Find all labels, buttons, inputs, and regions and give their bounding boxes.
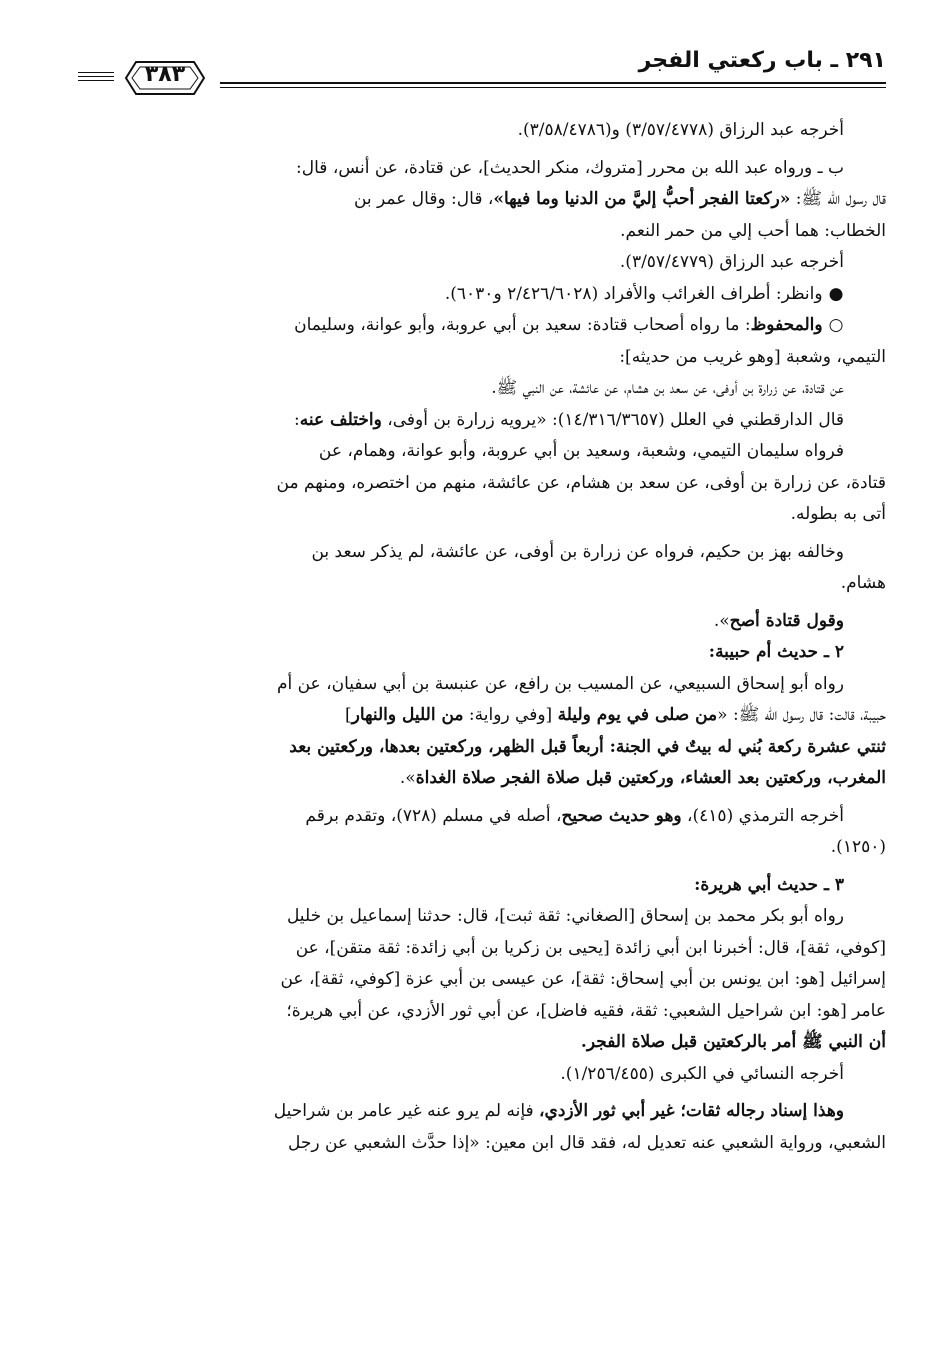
header-rule-thin	[220, 87, 886, 88]
text-line	[78, 901, 886, 933]
text-line	[78, 700, 886, 732]
text-span: عن قتادة، عن زرارة بن أوفى، عن سعد بن هشام، عن عائشة، عن النبي ﷺ.	[491, 378, 844, 398]
text-span: وانظر: أطراف الغرائب والأفراد (٢/٤٢٦/٦٠٢٨ و٦٠٣٠).	[444, 283, 823, 304]
text-line	[78, 310, 886, 342]
text-line	[78, 279, 886, 311]
bold-text: أن النبي ﷺ أمر بالركعتين قبل صلاة الفجر.	[580, 1032, 886, 1052]
text-line	[78, 468, 886, 500]
text-line	[78, 1059, 886, 1091]
text-span: :	[293, 409, 300, 430]
page-body	[78, 115, 886, 1159]
text-span: أخرجه عبد الرزاق (٣/٥٧/٤٧٧٨) و(٣/٥٨/٤٧٨٦).	[517, 120, 844, 140]
text-span: أخرجه عبد الرزاق (٣/٥٧/٤٧٧٩).	[619, 252, 844, 272]
text-span: رواه أبو إسحاق السبيعي، عن المسيب بن رافع، عن عنبسة بن أبي سفيان، عن أم	[276, 673, 844, 694]
bold-text: من الليل والنهار	[351, 705, 464, 725]
text-line	[78, 436, 886, 468]
text-span: ، قال: وقال عمر بن	[353, 189, 494, 209]
text-line	[78, 499, 886, 531]
bold-text: ٣ ـ حديث أبي هريرة:	[694, 874, 844, 895]
text-span: الشعبي، ورواية الشعبي عنه تعديل له، فقد قال ابن معين: «إذا حدَّث الشعبي عن رجل	[287, 1132, 886, 1153]
text-line	[78, 964, 886, 996]
text-span: فإنه لم يرو عنه غير عامر بن شراحيل	[273, 1101, 540, 1121]
text-span: قال رسول الله ﷺ:	[790, 189, 886, 209]
text-span: أخرجه الترمذي (٤١٥)،	[681, 805, 844, 826]
text-line	[78, 342, 886, 374]
text-span: فرواه سليمان التيمي، وشعبة، وسعيد بن أبي عروبة، وأبو عوانة، وهمام، عن	[318, 441, 844, 461]
bold-text: المغرب، وركعتين بعد العشاء، وركعتين قبل صلاة الفجر صلاة الغداة	[415, 768, 886, 788]
text-line	[78, 373, 886, 405]
text-line	[78, 216, 886, 248]
bold-text: «ركعتا الفجر أحبُّ إليَّ من الدنيا وما فيها»	[493, 189, 791, 209]
chapter-title: ٢٩١ ـ باب ركعتي الفجر	[638, 48, 886, 73]
text-span: ب ـ ورواه عبد الله بن محرر [متروك، منكر الحديث]، عن قتادة، عن أنس، قال:	[296, 157, 844, 178]
text-line	[78, 405, 886, 437]
text-line	[78, 763, 886, 795]
text-span: إسرائيل [هو: ابن يونس بن أبي إسحاق: ثقة]، عن عيسى بن أبي عزة [كوفي، ثقة]، عن	[280, 969, 886, 989]
text-span: الخطاب: هما أحب إلي من حمر النعم.	[620, 220, 886, 241]
page-number-frame	[116, 56, 214, 100]
text-line	[78, 933, 886, 965]
text-line	[78, 637, 886, 669]
hollow-bullet-icon: ○	[828, 315, 844, 335]
bold-text: وهذا إسناد رجاله ثقات؛ غير أبي ثور الأزدي،	[539, 1101, 844, 1121]
text-line	[78, 1096, 886, 1128]
text-span: قال الدارقطني في العلل (١٤/٣١٦/٣٦٥٧): «يرويه زرارة بن أوفى،	[381, 409, 844, 430]
text-line	[78, 1027, 886, 1059]
filled-bullet-icon: ●	[828, 283, 844, 304]
text-span: ]	[345, 705, 352, 725]
text-line	[78, 153, 886, 185]
bold-text: والمحفوظ	[750, 315, 823, 335]
header-left-lines	[78, 72, 114, 82]
text-span: التيمي، وشعبة [وهو غريب من حديثه]:	[619, 346, 886, 367]
text-line	[78, 832, 886, 864]
text-span: حبيبة، قالت: قال رسول الله ﷺ: «	[717, 705, 886, 725]
text-span: [كوفي، ثقة]، قال: أخبرنا ابن أبي زائدة [يحيى بن زكريا بن أبي زائدة: ثقة متقن]، عن	[295, 937, 886, 958]
text-span: ، أصله في مسلم (٧٢٨)، وتقدم برقم	[305, 805, 562, 826]
header-rule	[220, 82, 886, 84]
text-line	[78, 537, 886, 569]
page-number: ٣٨٣	[144, 62, 186, 87]
text-line	[78, 184, 886, 216]
text-span: [وفي رواية:	[463, 705, 558, 725]
text-line	[78, 732, 886, 764]
text-line	[78, 247, 886, 279]
text-line	[78, 1128, 886, 1160]
bold-text: واختلف عنه	[299, 409, 382, 430]
text-span: ».	[399, 768, 416, 788]
text-span: هشام.	[840, 573, 886, 593]
text-span: أتى به بطوله.	[790, 504, 886, 524]
text-span: أخرجه النسائي في الكبرى (١/٢٥٦/٤٥٥).	[560, 1063, 844, 1084]
text-span: وخالفه بهز بن حكيم، فرواه عن زرارة بن أوفى، عن عائشة، لم يذكر سعد بن	[311, 541, 844, 562]
text-line	[78, 801, 886, 833]
text-span: : ما رواه أصحاب قتادة: سعيد بن أبي عروبة، وأبو عوانة، وسليمان	[294, 315, 751, 335]
text-span: رواه أبو بكر محمد بن إسحاق [الصغاني: ثقة ثبت]، قال: حدثنا إسماعيل بن خليل	[286, 906, 844, 926]
text-line	[78, 115, 886, 147]
text-span: (١٢٥٠).	[830, 837, 886, 857]
bold-text: ٢ ـ حديث أم حبيبة:	[708, 642, 844, 662]
bold-text: من صلى في يوم وليلة	[557, 705, 718, 725]
text-span: ».	[713, 610, 730, 631]
text-span: قتادة، عن زرارة بن أوفى، عن سعد بن هشام، عن عائشة، منهم من اختصره، ومنهم من	[276, 472, 886, 493]
bold-text: ثنتي عشرة ركعة بُني له بيتٌ في الجنة: أربعاً قبل الظهر، وركعتين بعدها، وركعتين بعد	[289, 736, 886, 757]
text-line	[78, 669, 886, 701]
page-header	[78, 48, 886, 98]
text-line	[78, 568, 886, 600]
text-span: عامر [هو: ابن شراحيل الشعبي: ثقة، فقيه فاضل]، عن أبي ثور الأزدي، عن أبي هريرة؛	[286, 1000, 886, 1021]
text-line	[78, 870, 886, 902]
text-line	[78, 996, 886, 1028]
text-line	[78, 606, 886, 638]
bold-text: وقول قتادة أصح	[729, 610, 844, 631]
bold-text: وهو حديث صحيح	[561, 805, 682, 826]
